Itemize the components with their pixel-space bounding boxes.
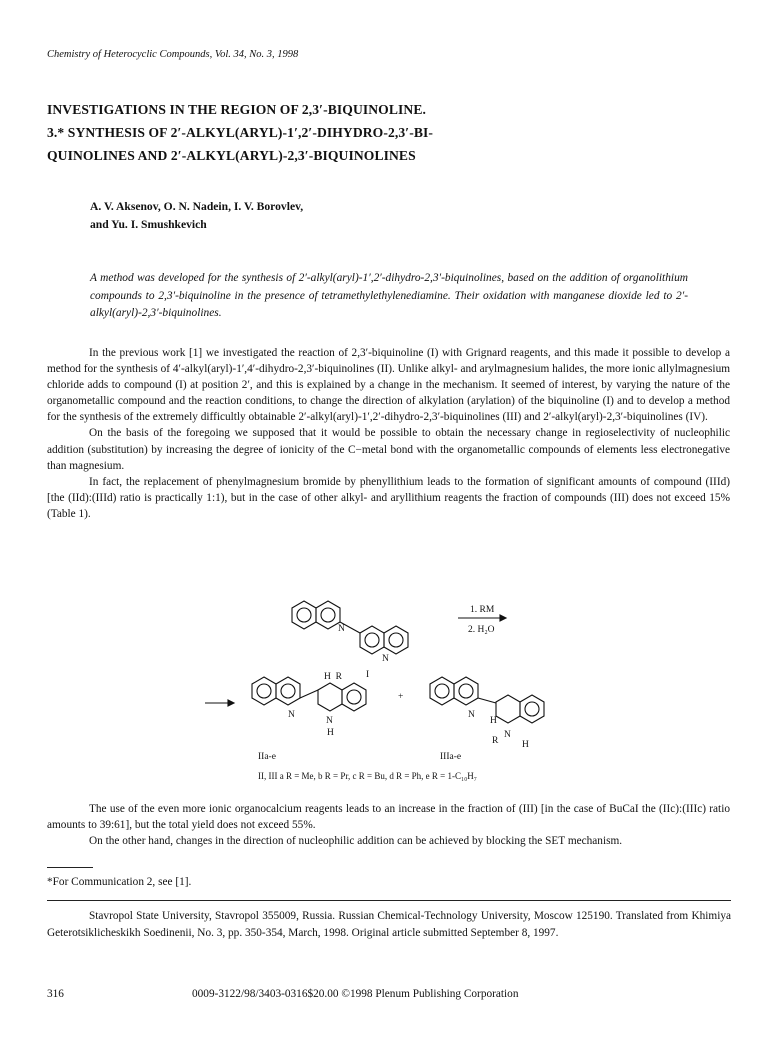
product-II-HR: H R xyxy=(324,672,342,682)
body-text-bottom xyxy=(47,801,730,849)
reaction-scheme xyxy=(200,585,580,795)
authors-line-2: and Yu. I. Smushkevich xyxy=(90,218,207,231)
footnote: *For Communication 2, see [1]. xyxy=(47,876,192,888)
product-II-structure xyxy=(252,677,366,711)
product-II-N-atom: N xyxy=(288,710,295,720)
title-line-3: QUINOLINES AND 2′-ALKYL(ARYL)-2,3′-BIQUINOLINES xyxy=(47,148,416,163)
paragraph-5: On the other hand, changes in the direction of nucleophilic addition can be achieved by blocking the SET mechanism. xyxy=(89,835,623,848)
paragraph-1: In the previous work [1] we investigated the reaction of 2,3′-biquinoline (I) with Grignard reagents, and this made it possible to develop a method for the synthesis of 4′-alkyl(aryl)-1′,4′-dihydro-2,3′-biquinolines (II). Unlike alkyl- and arylmagnesium halides, the more ionic allylmagnesium chloride adds to compound (I) at position 2′, and this is explained by a change in the mechanism. It seemed of interest, by varying the nature of the organometallic compound and the reaction conditions, to change the direction of alkylation (arylation) of the biquinoline (I) and to develop a method for the synthesis of the extremely difficultly obtainable 2′-alkyl(aryl)-1′,2′-dihydro-2,3′-biquinolines (III) and 2′-alkyl(aryl)-2,3′-biquinolines (IV). xyxy=(47,347,730,424)
paragraph-3: In fact, the replacement of phenylmagnesium bromide by phenyllithium leads to the formation of significant amounts of compound (IIId) [the (IId):(IIId) ratio is practically 1:1), but in the case of other alkyl- and aryllithium reagents the fraction of compounds (III) does not exceed 15% (Table 1). xyxy=(47,475,730,520)
affiliation xyxy=(47,908,731,941)
authors-line-1: A. V. Aksenov, O. N. Nadein, I. V. Borovlev, xyxy=(90,200,304,213)
body-text-top xyxy=(47,345,730,522)
product-II-NH-N: N xyxy=(326,716,333,726)
paragraph-2: On the basis of the foregoing we supposed that it would be possible to obtain the necessary change in regioselectivity of nucleophilic addition (substitution) by increasing the degree of ionicity of the C−metal bond with the organometallic compounds of elements less electronegative than magnesium. xyxy=(47,427,730,472)
product-III-label: IIIa-e xyxy=(440,752,462,762)
compound-I-N-atom-2: N xyxy=(382,654,389,664)
title-line-1: INVESTIGATIONS IN THE REGION OF 2,3′-BIQUINOLINE. xyxy=(47,102,426,117)
paragraph-4: The use of the even more ionic organocalcium reagents leads to an increase in the fraction of (III) [in the case of BuCaI the (IIc):(IIIc) ratio amounts to 39:61], but the total yield does not exceed 55%. xyxy=(47,803,730,832)
product-II-label: IIa-e xyxy=(258,752,276,762)
affiliation-text: Stavropol State University, Stavropol 355009, Russia. Russian Chemical-Technology University, Moscow 125190. Translated from Khimiya Geterotsiklicheskikh Soedinenii, No. 3, pp. 350-354, March, 1998. Original article submitted September 8, 1997. xyxy=(47,910,731,939)
compound-I-left-quinoline xyxy=(292,601,360,633)
product-III-NH-N: N xyxy=(504,730,511,740)
footnote-rule xyxy=(47,867,93,868)
compound-I-label: I xyxy=(366,670,370,680)
article-title xyxy=(47,98,727,167)
product-III-structure xyxy=(430,677,544,723)
plus-sign: + xyxy=(398,692,404,702)
compound-I-right-quinoline xyxy=(360,626,408,654)
reagent-step-2: 2. H₂O xyxy=(468,625,495,635)
scheme-caption: II, III a R = Me, b R = Pr, c R = Bu, d R = Ph, e R = 1-C₁₀H₇ xyxy=(258,771,477,781)
journal-header: Chemistry of Heterocyclic Compounds, Vol. 34, No. 3, 1998 xyxy=(47,49,299,60)
copyright-line: 0009-3122/98/3403-0316$20.00 ©1998 Plenum Publishing Corporation xyxy=(192,988,519,1000)
product-II-NH-H: H xyxy=(327,728,334,738)
product-III-N-atom: N xyxy=(468,710,475,720)
product-III-H: H xyxy=(490,716,497,726)
reagent-step-1: 1. RM xyxy=(470,605,495,615)
affiliation-rule xyxy=(47,900,731,901)
compound-I-N-atom: N xyxy=(338,624,345,634)
title-line-2: 3.* SYNTHESIS OF 2′-ALKYL(ARYL)-1′,2′-DIHYDRO-2,3′-BI- xyxy=(47,125,434,140)
product-III-R: R xyxy=(492,736,499,746)
abstract: A method was developed for the synthesis of 2′-alkyl(aryl)-1′,2′-dihydro-2,3′-biquinolines, based on the addition of organolithium compounds to 2,3′-biquinoline in the presence of tetramethylethylenediamine. Their oxidation with manganese dioxide led to 2′-alkyl(aryl)-2,3′-biquinolines. xyxy=(90,272,688,319)
page-number: 316 xyxy=(47,988,64,1000)
product-III-NH-H: H xyxy=(522,740,529,750)
authors xyxy=(90,198,303,234)
